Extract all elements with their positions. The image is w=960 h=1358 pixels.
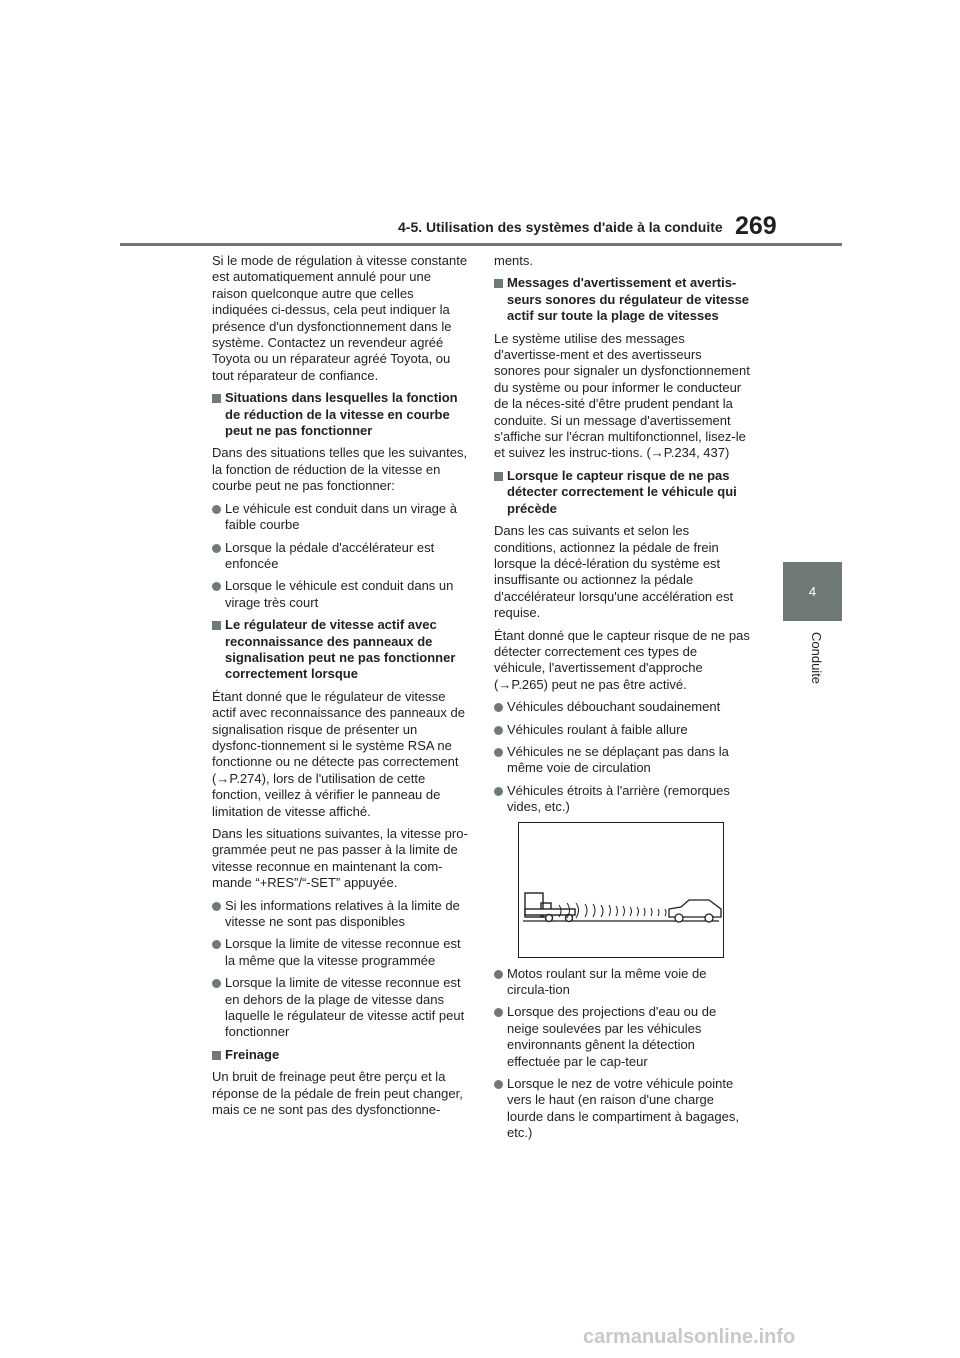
list-item: Véhicules débouchant soudainement xyxy=(494,699,750,715)
paragraph: Si le mode de régulation à vitesse constante est automatiquement annulé pour une raison quelconque autre que celles indiquées ci-dessus, cela peut indiquer la présence d'un dysfonctionnement dans le système. Contactez un revendeur agréé Toyota ou un réparateur agréé Toyota, ou tout réparateur de confiance. xyxy=(212,253,468,383)
list-item: Lorsque la limite de vitesse reconnue est la même que la vitesse programmée xyxy=(212,936,468,969)
chapter-number: 4 xyxy=(808,584,817,599)
header-divider xyxy=(120,243,842,246)
list-item: Motos roulant sur la même voie de circula-tion xyxy=(494,966,750,999)
list-item: Véhicules ne se déplaçant pas dans la même voie de circulation xyxy=(494,744,750,777)
paragraph: Un bruit de freinage peut être perçu et la réponse de la pédale de frein peut changer, mais ce ne sont pas des dysfonctionne- xyxy=(212,1069,463,1118)
section-title: 4-5. Utilisation des systèmes d'aide à la conduite xyxy=(398,219,723,235)
paragraph: Le système utilise des messages d'avertisse-ment et des avertisseurs sonores pour signaler un dysfonctionnement du système ou pour informer le conducteur de la néces-sité d'être prudent pendant la conduite. Si un message d'avertissement s'affiche sur l'écran multifonctionnel, lisez-le et suivez les instruc-tions. (→P.234, 437) xyxy=(494,330,750,461)
car-icon xyxy=(669,900,721,922)
paragraph: ments. xyxy=(494,253,534,268)
section-heading: Messages d'avertissement et avertis-seurs sonores du régulateur de vitesse actif sur toute la plage de vitesses xyxy=(494,275,750,324)
list-item: Le véhicule est conduit dans un virage à faible courbe xyxy=(212,501,468,534)
list-item: Lorsque le nez de votre véhicule pointe vers le haut (en raison d'une charge lourde dans le compartiment à bagages, etc.) xyxy=(494,1076,750,1142)
list-item: Lorsque des projections d'eau ou de neige soulevées par les véhicules environnants gênent la détection effectuée par le cap-teur xyxy=(494,1004,750,1070)
left-column xyxy=(212,253,468,1125)
section-heading: Freinage xyxy=(212,1047,468,1063)
list-item: Lorsque la pédale d'accélérateur est enfoncée xyxy=(212,540,468,573)
list-item: Si les informations relatives à la limite de vitesse ne sont pas disponibles xyxy=(212,898,468,931)
sensor-illustration xyxy=(518,822,724,958)
chapter-label: Conduite xyxy=(809,632,824,685)
paragraph: Étant donné que le régulateur de vitesse actif avec reconnaissance des panneaux de signalisation risque de présenter un dysfonc-tionnement si le système RSA ne fonctionne ou ne détecte pas correctement (→P.274), lors de l'utilisation de cette fonction, veillez à vérifier le panneau de limitation de vitesse affiché. xyxy=(212,688,465,819)
list-item: Lorsque le véhicule est conduit dans un virage très court xyxy=(212,578,468,611)
paragraph: Étant donné que le capteur risque de ne pas détecter correctement ces types de véhicule, l'avertissement d'approche (→P.265) peut ne pas être activé. xyxy=(494,627,750,692)
truck-car-illustration xyxy=(519,823,723,957)
list-item: Véhicules roulant à faible allure xyxy=(494,722,750,738)
chapter-tab[interactable] xyxy=(783,562,842,621)
list-item: Lorsque la limite de vitesse reconnue est en dehors de la plage de vitesse dans laquelle le régulateur de vitesse actif peut fonctionner xyxy=(212,975,468,1041)
list-item: Véhicules étroits à l'arrière (remorques vides, etc.) xyxy=(494,783,750,816)
page-number: 269 xyxy=(735,212,777,240)
paragraph: Dans des situations telles que les suivantes, la fonction de réduction de la vitesse en courbe peut ne pas fonctionner: xyxy=(212,445,468,494)
paragraph: Dans les cas suivants et selon les conditions, actionnez la pédale de frein lorsque la décé-lération du système est insuffisante ou actionnez la pédale d'accélérateur lorsqu'une accélération est requise. xyxy=(494,523,734,621)
section-heading: Situations dans lesquelles la fonction de réduction de la vitesse en courbe peut ne pas fonctionner xyxy=(212,390,468,439)
right-column xyxy=(494,253,750,1148)
watermark: carmanualsonline.info xyxy=(583,1326,796,1348)
section-heading: Lorsque le capteur risque de ne pas détecter correctement le véhicule qui précède xyxy=(494,468,750,517)
paragraph: Dans les situations suivantes, la vitesse pro-grammée peut ne pas passer à la limite de vitesse reconnue en maintenant la com-mande “+RES”/“-SET” appuyée. xyxy=(212,826,468,891)
section-heading: Le régulateur de vitesse actif avec reconnaissance des panneaux de signalisation peut ne pas fonctionner correctement lorsque xyxy=(212,617,468,683)
